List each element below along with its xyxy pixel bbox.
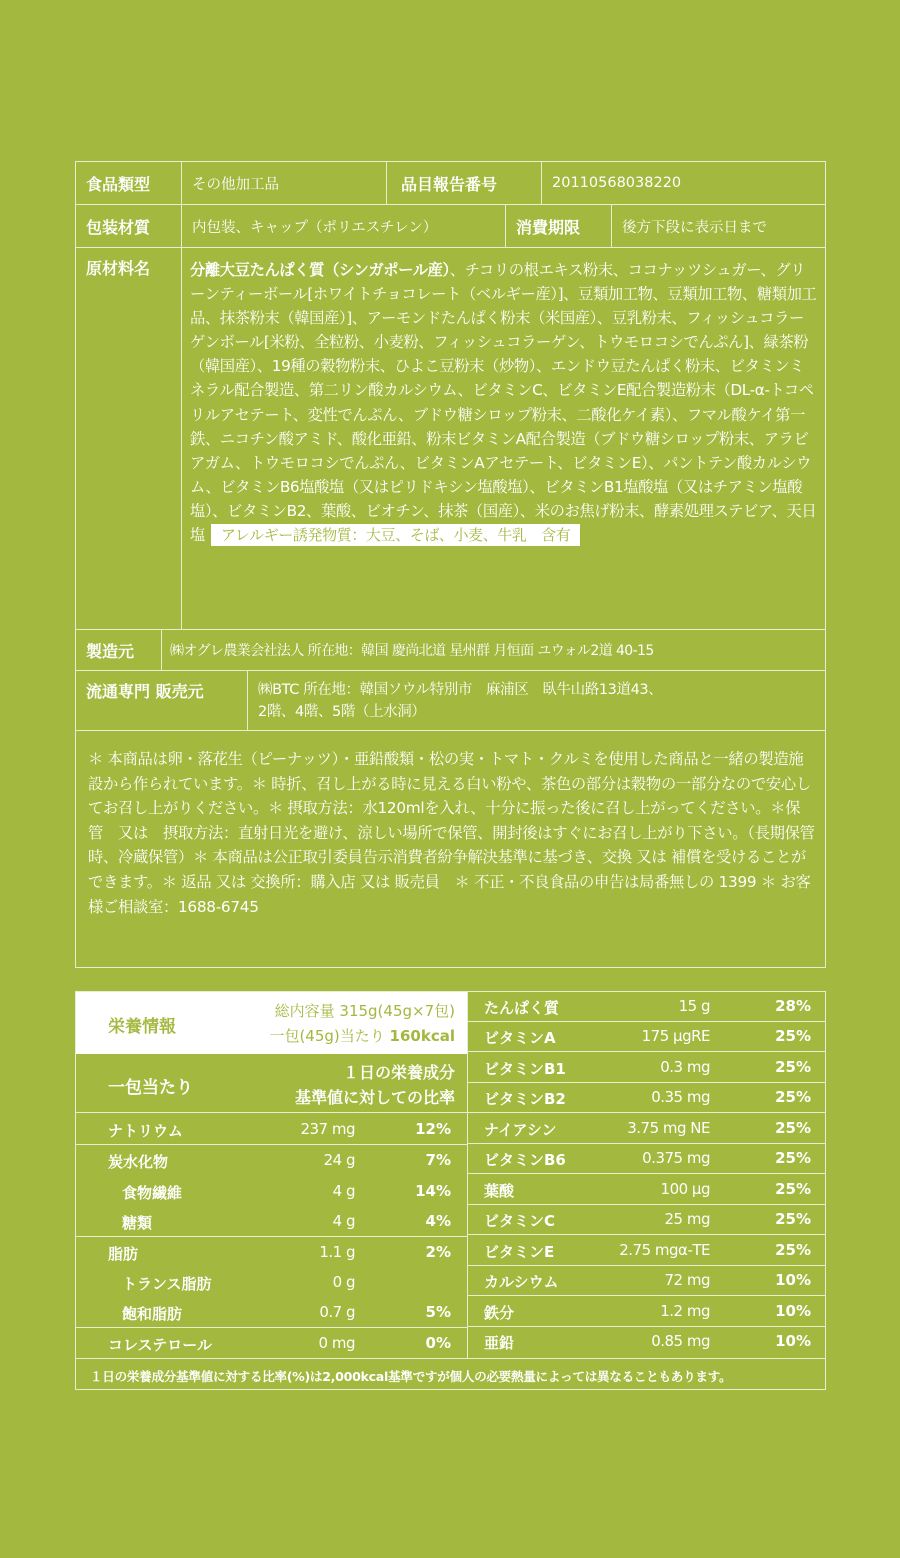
- nutrient-name: 食物繊維: [122, 1184, 183, 1202]
- ingredients-text: [182, 248, 825, 547]
- nutrient-row: [76, 1237, 467, 1267]
- nutrient-name: ナイアシン: [484, 1121, 557, 1139]
- ingredients-label: 原材料名: [76, 248, 182, 629]
- nutrition-total: 総内容量 315g(45g×7包): [274, 1002, 455, 1020]
- notes-text: ＊ 本商品は卵・落花生（ピーナッツ）・亜鉛酸類・松の実・トマト・クルミを使用した商品と一緒の製造施設から作られています。＊ 時折、召し上がる時に見える白い粉や、茶色の部分は穀物の一部分なので安心してお召し上がりください。＊ 摂取方法：水120mlを入れ、十分に振った後に召し上がってください。＊保管 又は 摂取方法：直射日光を避け、涼しい場所で保管、開封後はすぐにお召し上がり下さい。（長期保管時、冷蔵保管）＊ 本商品は公正取引委員告示消費者紛争解決基準に基づき、交換 又は 補償を受けることができます。＊ 返品 又は 交換所：購入店 又は 販売員 ＊ 不正・不良食品の申告は局番無しの 1399 ＊ お客様ご相談室：1688-6745: [88, 750, 815, 916]
- nutrient-row: [468, 1175, 825, 1205]
- nutrient-pct: 7%: [425, 1151, 451, 1169]
- nutrient-pct: 25%: [775, 1027, 811, 1045]
- nutrient-name: カルシウム: [484, 1273, 559, 1291]
- expiry-label: 消費期限: [506, 205, 612, 247]
- nutrient-amount: 0.35 mg: [651, 1088, 710, 1106]
- nutrition-left: [76, 992, 468, 1358]
- info-row-notes: [76, 731, 825, 967]
- nutrient-name: ビタミンB1: [484, 1060, 566, 1078]
- nutrient-row: [468, 1205, 825, 1235]
- nutrition-footnote: １日の栄養成分基準値に対する比率(%)は2,000kcal基準ですが個人の必要熱量によっては異なることもあります。: [76, 1358, 825, 1389]
- nutrient-amount: 0.375 mg: [642, 1149, 710, 1167]
- nutrient-name: ビタミンA: [484, 1029, 556, 1047]
- nutrient-row: [76, 1267, 467, 1297]
- nutrient-amount: 24 g: [323, 1151, 355, 1169]
- nutrient-name: 脂肪: [108, 1245, 139, 1263]
- nutrient-amount: 175 μgRE: [641, 1027, 710, 1045]
- nutrient-row: [468, 1022, 825, 1052]
- nutrition-header: [76, 992, 467, 1054]
- nutrient-name: 亜鉛: [484, 1334, 515, 1352]
- ingredients-cell: [182, 248, 825, 629]
- nutrient-pct: 2%: [425, 1243, 451, 1261]
- info-row-maker: [76, 630, 825, 671]
- kcal-value: 160kcal: [389, 1027, 455, 1045]
- nutrition-right: [468, 992, 825, 1358]
- nutrient-row: [76, 1328, 467, 1358]
- nutrient-pct: 25%: [775, 1088, 811, 1106]
- nutrition-subheader: [76, 1054, 467, 1113]
- maker-value: ㈱オグレ農業会社法人 所在地：韓国 慶尚北道 星州群 月恒面 ユウォル2道 40-15: [170, 643, 654, 659]
- nutrient-row: [468, 1236, 825, 1266]
- nutrition-per-pack-kcal: [269, 1025, 455, 1046]
- maker-label: 製造元: [76, 630, 162, 670]
- nutrient-pct: 28%: [775, 997, 811, 1015]
- nutrient-name: 飽和脂肪: [122, 1305, 183, 1323]
- nutrient-row: [468, 1266, 825, 1296]
- packaging-label: 包装材質: [76, 205, 182, 247]
- nutrient-name: 葉酸: [484, 1182, 515, 1200]
- nutrient-pct: 25%: [775, 1210, 811, 1228]
- nutrient-amount: 72 mg: [664, 1271, 710, 1289]
- nutrient-pct: 4%: [425, 1212, 451, 1230]
- nutrient-name: トランス脂肪: [122, 1275, 212, 1293]
- nutrient-pct: 25%: [775, 1180, 811, 1198]
- nutrient-name: ビタミンB2: [484, 1090, 566, 1108]
- info-row-food-type: [76, 162, 825, 205]
- distributor-value: [248, 671, 825, 730]
- nutrient-row: [468, 1114, 825, 1144]
- nutrient-row: [468, 1083, 825, 1113]
- nutrient-amount: 1.2 mg: [660, 1302, 710, 1320]
- nutrient-name: 炭水化物: [108, 1153, 169, 1171]
- nutrient-amount: 0.85 mg: [651, 1332, 710, 1350]
- nutrient-amount: 0 g: [332, 1273, 355, 1291]
- daily-line1: １日の栄養成分: [342, 1063, 455, 1082]
- nutrient-amount: 0 mg: [318, 1334, 355, 1352]
- nutrient-row: [468, 1297, 825, 1327]
- nutrient-pct: 5%: [425, 1303, 451, 1321]
- nutrient-pct: 0%: [425, 1334, 451, 1352]
- nutrient-amount: 2.75 mgα-TE: [619, 1241, 710, 1259]
- daily-line2: 基準値に対しての比率: [294, 1088, 455, 1107]
- nutrient-amount: 0.3 mg: [660, 1058, 710, 1076]
- nutrient-amount: 1.1 g: [319, 1243, 355, 1261]
- nutrient-name: ビタミンC: [484, 1212, 556, 1230]
- nutrient-amount: 100 μg: [660, 1180, 710, 1198]
- nutrient-row: [468, 1053, 825, 1083]
- nutrient-amount: 3.75 mg NE: [627, 1119, 710, 1137]
- product-info-table: [75, 161, 826, 968]
- nutrient-name: コレステロール: [108, 1336, 212, 1354]
- nutrient-amount: 4 g: [332, 1182, 355, 1200]
- nutrient-name: ビタミンE: [484, 1243, 555, 1261]
- nutrition-table: [75, 991, 826, 1390]
- nutrient-row: [76, 1114, 467, 1144]
- nutrition-title: 栄養情報: [108, 1017, 176, 1037]
- nutrient-name: たんぱく質: [484, 999, 560, 1017]
- nutrient-pct: 12%: [415, 1120, 451, 1138]
- report-no-value: 20110568038220: [552, 175, 682, 191]
- allergy-badge: アレルギー誘発物質：大豆、そば、小麦、牛乳 含有: [211, 524, 580, 546]
- nutrient-row: [76, 1145, 467, 1175]
- nutrient-pct: 14%: [415, 1182, 451, 1200]
- nutrient-name: ナトリウム: [108, 1122, 183, 1140]
- nutrient-row: [468, 1144, 825, 1174]
- ingredients-body: 、チコリの根エキス粉末、ココナッツシュガー、グリーンティーボール[ホワイトチョコレート（ベルギー産）]、豆類加工物、豆類加工物、糖類加工品、抹茶粉末（韓国産）]、アーモンドたんぱく粉末（米国産）、豆乳粉末、フィッシュコラーゲンボール[米粉、全粒粉、小麦粉、フィッシュコラーゲン、トウモロコシでんぷん]、緑茶粉（韓国産）、19種の穀物粉末、ひよこ豆粉末（炒物）、エンドウ豆たんぱく粉末、ビタミンミネラル配合製造、第二リン酸カルシウム、ビタミンC、ビタミンE配合製造粉末（DL-α-トコペリルアセテート、変性でんぷん、ブドウ糖シロップ粉末、二酸化ケイ素）、フマル酸ケイ第一鉄、ニコチン酸アミド、酸化亜鉛、粉末ビタミンA配合製造（ブドウ糖シロップ粉末、アラビアガム、トウモロコシでんぷん、ビタミンAアセテート、ビタミンE）、パントテン酸カルシウム、ビタミンB6塩酸塩（又はピリドキシン塩酸塩）、ビタミンB1塩酸塩（又はチアミン塩酸塩）、ビタミンB2、葉酸、ビオチン、抹茶（国産）、米のお焦げ粉末、酵素処理ステビア、天日塩: [190, 261, 817, 545]
- nutrient-row: [76, 1206, 467, 1236]
- nutrient-amount: 237 mg: [300, 1120, 355, 1138]
- nutrient-amount: 15 g: [678, 997, 710, 1015]
- nutrient-pct: 25%: [775, 1119, 811, 1137]
- food-type-label: 食品類型: [76, 162, 182, 204]
- distributor-line2: 2階、4階、5階（上水洞）: [258, 703, 426, 720]
- nutrient-name: 鉄分: [484, 1304, 515, 1322]
- nutrient-row: [468, 992, 825, 1022]
- kcal-prefix: 一包(45g)当たり: [269, 1027, 390, 1045]
- nutrient-pct: 10%: [775, 1271, 811, 1289]
- info-row-ingredients: [76, 248, 825, 630]
- distributor-label: 流通専門 販売元: [76, 671, 248, 730]
- per-pack-label: 一包当たり: [108, 1078, 193, 1098]
- nutrient-row: [76, 1297, 467, 1327]
- packaging-value: 内包装、キャップ（ポリエスチレン）: [182, 205, 506, 247]
- nutrient-pct: 25%: [775, 1241, 811, 1259]
- nutrient-row: [468, 1327, 825, 1357]
- nutrient-amount: 4 g: [332, 1212, 355, 1230]
- nutrient-name: ビタミンB6: [484, 1151, 566, 1169]
- info-row-packaging: [76, 205, 825, 248]
- ingredients-bold: 分離大豆たんぱく質（シンガポール産）: [190, 261, 450, 279]
- nutrient-pct: 10%: [775, 1302, 811, 1320]
- nutrient-pct: 25%: [775, 1058, 811, 1076]
- nutrient-pct: 25%: [775, 1149, 811, 1167]
- food-type-value: その他加工品: [182, 162, 387, 204]
- nutrient-amount: 25 mg: [664, 1210, 710, 1228]
- info-row-distributor: [76, 671, 825, 731]
- report-no-label: 品目報告番号: [387, 162, 542, 204]
- nutrient-amount: 0.7 g: [319, 1303, 355, 1321]
- distributor-line1: ㈱BTC 所在地：韓国ソウル特別市 麻浦区 臥牛山路13道43、: [258, 681, 663, 698]
- nutrient-row: [76, 1176, 467, 1206]
- nutrient-name: 糖類: [122, 1214, 153, 1232]
- expiry-value: 後方下段に表示日まで: [622, 219, 767, 236]
- nutrient-pct: 10%: [775, 1332, 811, 1350]
